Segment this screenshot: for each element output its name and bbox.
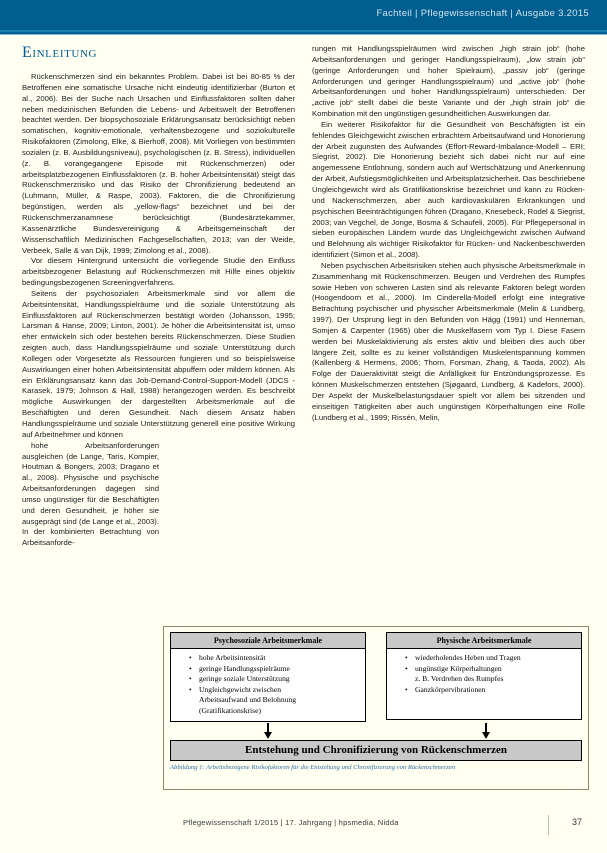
figure-boxes-row [170,632,582,722]
figure-box-physical [386,632,582,720]
list-item [405,685,577,696]
figure-box-physical-list [387,649,581,699]
figure-box-psychosocial-title: Psychosoziale Arbeitsmerkmale [171,633,365,649]
list-item [189,664,361,675]
list-item-label: wiederholendes Heben und Tragen [415,653,521,662]
list-item-label: ungünstige Körperhaltungen [415,663,502,673]
list-item-label: Ganzkörpervibrationen [415,684,486,694]
list-item-continuation [405,674,577,685]
arrow-down-icon-right [482,723,491,739]
list-item-label: hohe Arbeitsintensität [199,653,266,662]
paragraph-right-2: Ein weiterer Risikofaktor für die Gesundheit von Beschäftigten ist ein fehlendes Gleichgewicht zwischen erbrachtem Arbeitsaufwand und Honorierung der Arbeit zugunsten des Aufwandes (Effort-Reward-Imbalance-Modell – ERI; Siegrist, 2002). Die Honorierung bezieht sich dabei nicht nur auf eine angemessene Entlohnung, sondern auch auf Wertschätzung und Anerkennung der Arbeit, Aufstiegsmöglichkeiten und Arbeitsplatzsicherheit. Das beschriebene Ungleichgewicht wird als Gratifikationskrise bezeichnet und kann zu Rücken- und Nackenschmerzen, aber auch kardiovaskulären Erkrankungen und psychischen Beeinträchtigungen führen (Dragano, Knesebeck, Rodel & Siegrist, 2003; van Vegchel, de Jonge, Bosma & Schaufeli, 2005). Für Pflegepersonal in sieben europäischen Ländern wurde das Ungleichgewicht zwischen Aufwand und Belohnung als wichtiger Risikofaktor für Rücken- und Nackenbeschwerden identifiziert (Simon et al., 2008). [312,119,585,260]
footer-divider [548,815,549,835]
figure-diagram [170,632,582,758]
list-item-continuation [189,695,361,706]
list-item-label: Arbeitsaufwand und Belohnung [199,695,297,705]
header-title: Fachteil | Pflegewissenschaft | Ausgabe 3.2015 [376,8,589,19]
bullet-icon: • [189,684,192,694]
list-item [189,653,361,664]
bullet-icon: • [189,663,192,673]
list-item [405,664,577,675]
paragraph-left-1: Rückenschmerzen sind ein bekanntes Problem. Dabei ist bei 80-85 % der Betroffenen eine somatische Ursache nicht eindeutig identifizierbar (Burton et al., 2006). Bei der Suche nach Ursachen und Einflussfaktoren sollten daher neben medizinischen Befunden die Lebens- und Arbeitswelt der Betroffenen beachtet werden. Der biopsychosoziale Erklärungsansatz berücksichtigt neben somatischen, kognitiv-emotionale, verhaltensbezogene und soziokulturelle Risikofaktoren (Zimolong, Elke, & Bierhoff, 2008). Mit Vorliegen von bestimmten sozialen (z. B. Ausbildungsniveau), psychologischen (z. B. Stress), individuellen (z. B. vorangegangene Episode mit Rückenschmerzen) oder arbeitsplatzbezogenen Einflussfaktoren (z. B. hoher Arbeitsintensität) steigt das Rückenschmerzrisiko und das Risiko der Chronifizierung bedeutend an (Luhmann, Müller, & Raspe, 2003). Faktoren, die die Chronifizierung begünstigen, werden als „yellow-flags“ bezeichnet und bei der Rückenschmerzanamnese berücksichtigt (Bundesärztekammer, Kassenärztliche Bundesvereinigung & Arbeitsgemeinschaft der Wissenschaftlich Medizinischen Fachgesellschaften, 2013; van der Weide, Verbeek, Salle & van Dijk, 1999; Zimolong et al., 2008). [22,72,295,255]
left-column [22,44,295,549]
list-item-continuation [189,706,361,717]
paragraph-left-2: Vor diesem Hintergrund untersucht die vorliegende Studie den Einfluss arbeitsbezogener Belastung auf Rückenschmerzen mit Hilfe eines objektiv bedingungsbezogenen Screeningverfahrens. [22,256,295,288]
figure-1 [163,626,589,790]
paragraph-right-3: Neben psychischen Arbeitsrisiken stehen auch physische Arbeitsmerkmale in Zusammenhang mit Rückenschmerzen. Beugen und Verdrehen des Rumpfes sowie Heben von schweren Lasten sind als relevante Faktoren belegt worden (Hoogendoorn et al., 2000). Im Cinderella-Modell erfolgt eine integrative Betrachtung psychischer und physischer Arbeitsmerkmale (Melin & Lundberg, 1997). Der Ursprung liegt in den Befunden von Hägg (1991) und Henneman, Somjen & Carpenter (1965) über die Muskelfasern vom Typ I. Diese Fasern werden bei Muskelaktivierung als erstes aktiv und bleiben dies auch über längere Zeit, sollte es zu keiner vollständigen Muskelentspannung kommen (Kallenberg & Hermens, 2006; Thorn, Forsman, Zhang, & Taoda, 2002). Als Folge der Daueraktivität steigt die Anfälligkeit für Entzündungsprozesse. Es können Muskelschmerzen entstehen (Sjøgaard, Lundberg, & Kadefors, 2000). Der Aspekt der Muskelbelastungsdauer spielt vor allem bei sitzenden und einseitigen Tätigkeiten aber auch ungünstigen Körperhaltungen eine Rolle (Lundberg et al., 1999; Rissén, Melin, [312,260,585,422]
paragraph-left-4: hohe Arbeitsanforderungen ausgleichen (de Lange, Taris, Kompier, Houtman & Bongers, 2003; Dragano et al., 2008). Physische und psychische Arbeitsanforderungen dagegen sind umso ungünstiger für die Beschäftigten und deren Gesundheit, je höher sie ausgeprägt sind (de Lange et al., 2003). In der kombinierten Betrachtung von Arbeitsanforde- [22,440,159,548]
paragraph-left-3: Seitens der psychosozialen Arbeitsmerkmale sind vor allem die Arbeitsintensität, Handlungsspielräume und die soziale Unterstützung als Einflussfaktoren auf Rückenschmerzen bestätigt worden (Johansson, 1995; Larsman & Hanse, 2009; Linton, 2001). Je höher die Arbeitsintensität ist, umso eher entwickeln sich oder bestehen bereits Rückenschmerzen. Diese Studien zeigten auch, dass Handlungsspielräume und soziale Unterstützung durch Kollegen oder Vorgesetzte als Ressourcen fungieren und so beispielsweise Auswirkungen einer hohen Arbeitsintensität abpuffern oder mildern können. Als ein Erklärungsansatz kann das Job-Demand-Control-Support-Modell (JDCS - Karasek, 1979; Johnson & Hall, 1988) herangezogen werden. Es beschreibt mögliche Auswirkungen der dargestellten Arbeitsmerkmale auf die Beschäftigten und deren Gesundheit. Nach diesem Ansatz haben Handlungsspielräume und soziale Unterstützung generell eine positive Wirkung auf Arbeitnehmer und können [22,288,295,439]
figure-caption: Abbildung 1: Arbeitsbezogene Risikofaktoren für die Entstehung und Chronifizierung von Rückenschmerzen [170,764,456,771]
paragraph-right-1: rungen mit Handlungsspielräumen wird zwischen „high strain job“ (hohe Arbeitsanforderungen und geringer Handlungsspielraum), „low strain job“ (geringe Anforderungen und hoher Spielraum), „passiv job“ (geringe Anforderungen und geringer Handlungsspielraum) und „active job“ (hohe Arbeitsanforderungen und hoher Handlungsspielraum) unterschieden. Der „active job“ stellt dabei die beste Variante und der „high strain job“ die Kombination mit den ungünstigen gesundheitlichen Auswirkungen dar. [312,44,585,119]
footer-citation: Pflegewissenschaft 1/2015 | 17. Jahrgang | hpsmedia, Nidda [183,818,399,827]
arrow-down-icon-left [264,723,273,739]
bullet-icon: • [405,684,408,694]
list-item-label: z. B. Verdrehen des Rumpfes [415,674,504,684]
list-item-label: geringe soziale Unterstützung [199,674,290,684]
bullet-icon: • [405,663,408,673]
list-item-label: (Gratifikationskrise) [199,705,261,715]
list-item-label: geringe Handlungsspielräume [199,663,290,673]
figure-box-psychosocial [170,632,366,722]
bullet-icon: • [405,653,408,662]
footer-page-number: 37 [572,817,583,827]
bullet-icon: • [189,674,192,684]
figure-outcome-banner: Entstehung und Chronifizierung von Rückenschmerzen [170,740,582,761]
right-column [312,44,585,424]
list-item-label: Ungleichgewicht zwischen [199,684,282,694]
page-footer [0,815,607,837]
list-item [189,674,361,685]
figure-box-physical-title: Physische Arbeitsmerkmale [387,633,581,649]
list-item [189,685,361,696]
figure-arrows [170,723,582,739]
page-title: Einleitung [22,44,98,61]
bullet-icon: • [189,653,192,662]
list-item [405,653,577,664]
header-rule-bottom [0,34,607,35]
figure-box-psychosocial-list [171,649,365,721]
